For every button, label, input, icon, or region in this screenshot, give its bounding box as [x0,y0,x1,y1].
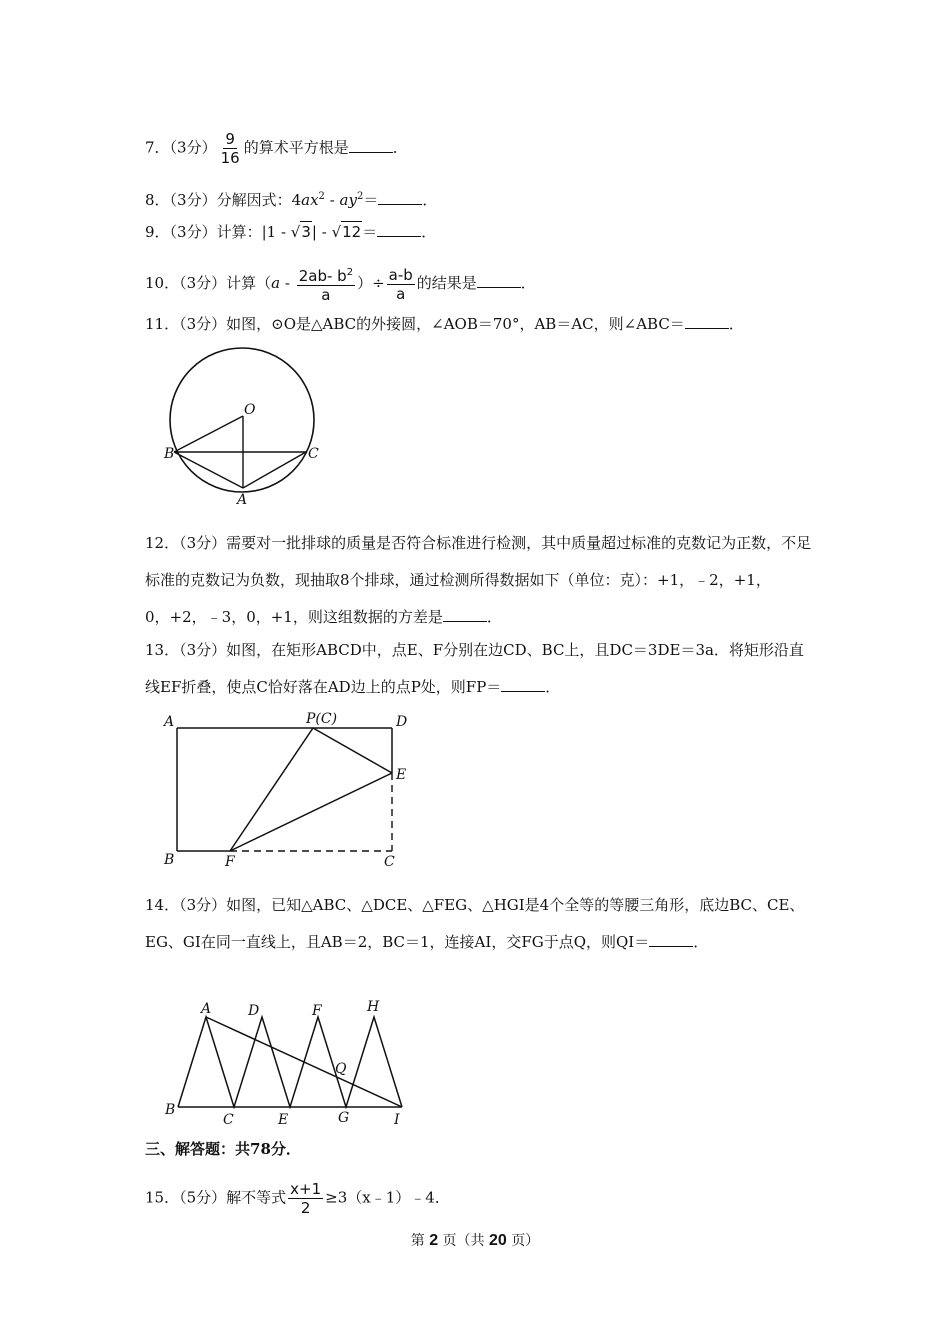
circumcircle [170,348,314,492]
question-text: 计算（ [226,274,272,292]
label-B: B [164,852,175,868]
segment-AB [174,452,243,488]
question-9: 9．（3分）计算：|1 - √3| - √12＝ ． [145,223,437,241]
answer-blank [685,314,729,329]
question-number: 9． [145,223,170,241]
sqrt-icon: √ [290,223,301,241]
answer-blank [378,190,422,205]
section-heading: 三、解答题：共78分． [145,1140,301,1158]
answer-blank [477,273,521,288]
question-text: 分解因式：4 [216,191,302,209]
question-number: 11． [145,315,180,333]
triangles-outline [178,1017,402,1107]
question-points: （3分） [179,534,227,552]
page-total: 20 [489,1232,507,1249]
question-15: 15．（5分）解不等式 $\frac{x+1}{2}$ ≥3（x﹣1）﹣4． [145,1180,450,1217]
question-text: 解不等式 [226,1188,287,1207]
fraction: $\frac{a-b}{a}$ [388,265,413,303]
answer-blank [501,677,545,692]
fraction: $\frac{x+1}{2}$ [290,1180,322,1217]
segment-AC [243,452,306,488]
question-number: 14． [145,896,180,914]
question-points: （3分） [179,315,227,333]
label-I: I [394,1112,400,1128]
question-12: 12．（3分）需要对一批排球的质量是否符合标准进行检测，其中质量超过标准的克数记为正数，不足标准的克数记为负数，现抽取8个排球，通过检测所得数据如下（单位：克）：+1，﹣2，+1，0，+2，﹣3，0，+1，则这组数据的方差是 ． [145,534,812,626]
label-Q: Q [335,1061,347,1077]
label-A: A [164,714,175,730]
figure-circle-abc [160,340,320,510]
label-C: C [223,1112,234,1128]
answer-blank [349,138,393,153]
question-points: （3分） [169,138,217,157]
answer-blank [649,932,693,947]
label-G: G [338,1110,350,1126]
figure-rectangle-fold [160,706,420,876]
label-B: B [164,446,175,462]
label-B: B [165,1102,176,1118]
question-number: 13． [145,641,180,659]
question-14: 14．（3分）如图，已知△ABC、△DCE、△FEG、△HGI是4个全等的等腰三角形，底边BC、CE、EG、GI在同一直线上，且AB＝2，BC＝1，连接AI，交FG于点Q，则QI＝ ． [145,896,805,951]
question-points: （3分） [179,641,227,659]
page-number: 2 [429,1232,439,1249]
label-H: H [367,999,380,1015]
question-text: 需要对一批排球的质量是否符合标准进行检测，其中质量超过标准的克数记为正数，不足标准的克数记为负数，现抽取8个排球，通过检测所得数据如下（单位：克）：+1，﹣2，+1，0，+2，﹣3，0，+1，则这组数据的方差是 [145,534,812,626]
label-P: P(C) [306,711,338,727]
question-number: 12． [145,534,180,552]
question-text: 如图，已知△ABC、△DCE、△FEG、△HGI是4个全等的等腰三角形，底边BC、CE、EG、GI在同一直线上，且AB＝2，BC＝1，连接AI，交FG于点Q，则QI＝ [145,896,805,951]
question-number: 7． [145,138,170,157]
sqrt-icon: √ [331,223,342,241]
question-number: 15． [145,1188,180,1207]
question-text: 计算：|1 - [216,223,291,241]
question-number: 10． [145,274,180,292]
question-points: （3分） [169,191,217,209]
question-text: 如图，⊙O是△ABC的外接圆，∠AOB＝70°，AB＝AC，则∠ABC＝ [226,315,685,333]
segment-PF [230,728,313,851]
segment-AI [206,1017,402,1107]
question-10: 10．（3分）计算（a - $\frac{2ab- b^2}{a}$ ）÷ $\frac{a-b}{a}$ 的结果是 ． [145,265,536,304]
label-E: E [396,767,407,783]
label-E: E [278,1112,289,1128]
question-number: 8． [145,191,170,209]
label-F: F [312,1003,322,1019]
question-points: （3分） [179,274,227,292]
question-text: 如图，在矩形ABCD中，点E、F分别在边CD、BC上，且DC＝3DE＝3a．将矩形沿直线EF折叠，使点C恰好落在AD边上的点P处，则FP＝ [145,641,804,696]
label-O: O [244,402,256,418]
question-points: （3分） [169,223,217,241]
question-11: 11．（3分）如图，⊙O是△ABC的外接圆，∠AOB＝70°，AB＝AC，则∠ABC＝ ． [145,315,744,333]
question-points: （5分） [179,1188,227,1207]
question-13: 13．（3分）如图，在矩形ABCD中，点E、F分别在边CD、BC上，且DC＝3DE＝3a．将矩形沿直线EF折叠，使点C恰好落在AD边上的点P处，则FP＝ ． [145,641,804,696]
label-C: C [384,854,395,870]
answer-blank [377,222,421,237]
answer-blank [443,607,487,622]
question-points: （3分） [179,896,227,914]
question-8: 8．（3分）分解因式：$4ax^2 - ay^2=$ ． [145,191,438,209]
fraction: $\frac{9}{16}$ [220,130,240,167]
label-D: D [248,1003,260,1019]
fraction: $\frac{2ab- b^2}{a}$ [297,264,355,304]
figure-four-triangles [160,995,420,1130]
question-text: 的算术平方根是 [243,138,349,157]
label-A: A [237,492,248,508]
page-footer: 第 2 页（共 20 页） [410,1232,540,1249]
label-A: A [201,1001,212,1017]
question-7: 7．（3分） $\frac{9}{16}$ 的算术平方根是 ． [145,130,408,167]
label-D: D [396,714,408,730]
segment-FE [230,773,392,851]
label-C: C [308,446,319,462]
segment-PE [313,728,392,773]
label-F: F [225,854,235,870]
segment-OB [174,416,243,452]
